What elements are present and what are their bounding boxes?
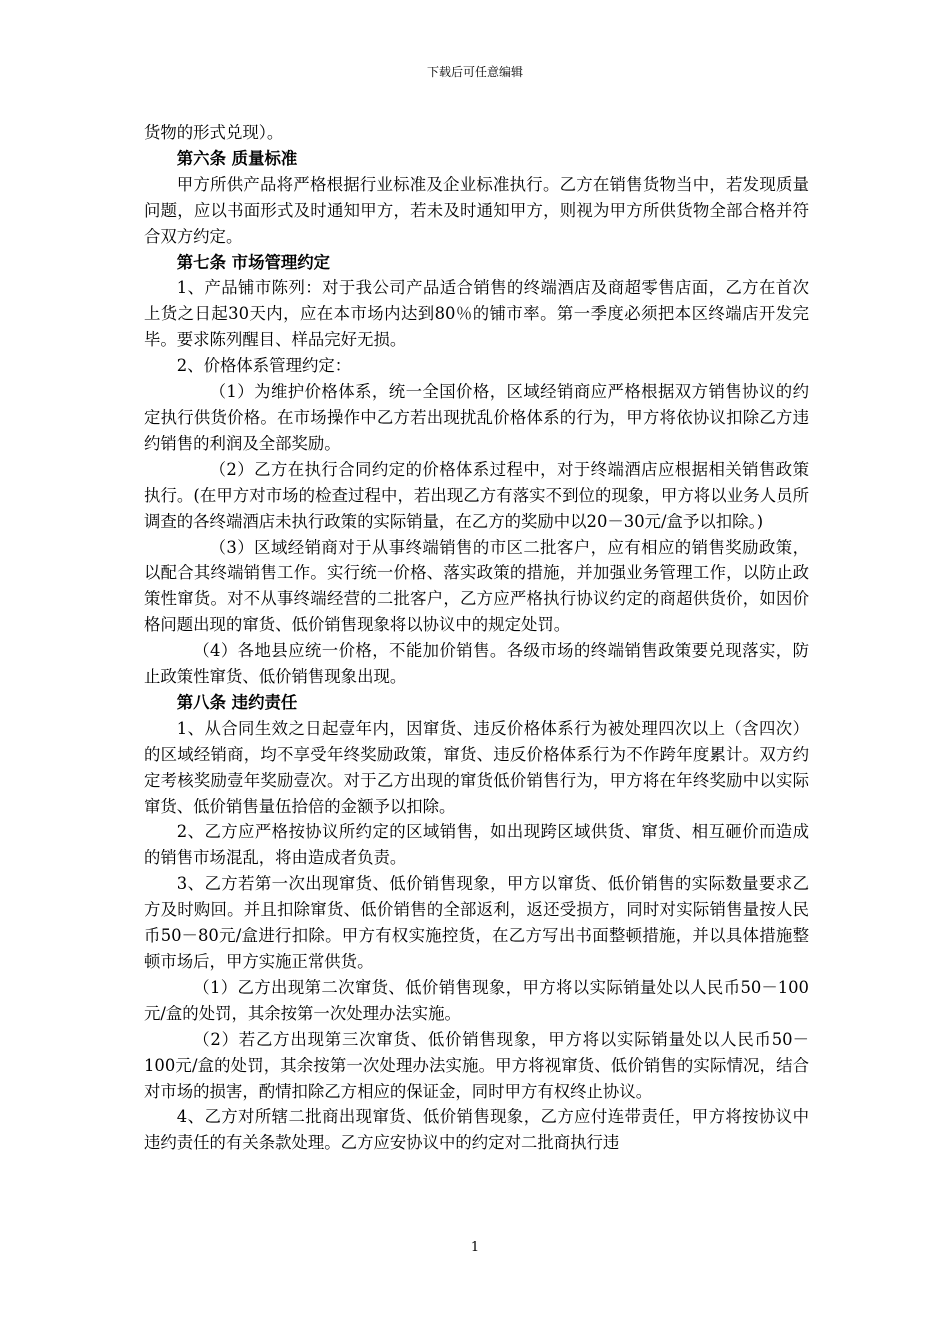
paragraph: （1）为维护价格体系，统一全国价格，区域经销商应严格根据双方销售协议的约定执行供货价格。在市场操作中乙方若出现扰乱价格体系的行为，甲方将依协议扣除乙方违约销售的利润及全部奖励。 — [144, 382, 809, 453]
paragraph: 甲方所供产品将严格根据行业标准及企业标准执行。乙方在销售货物当中，若发现质量问题，应以书面形式及时通知甲方，若未及时通知甲方，则视为甲方所供货物全部合格并符合双方约定。 — [144, 174, 809, 246]
section-heading: 第八条 违约责任 — [176, 692, 298, 712]
paragraph: （2）若乙方出现第三次窜货、低价销售现象，甲方将以实际销量处以人民币50－100元/盒的处罚，其余按第一次处理办法实施。甲方将视窜货、低价销售的实际情况，结合对市场的损害，酌情扣除乙方相应的保证金，同时甲方有权终止协议。 — [144, 1029, 809, 1101]
paragraph: （3）区域经销商对于从事终端销售的市区二批客户，应有相应的销售奖励政策，以配合其终端销售工作。实行统一价格、落实政策的措施，并加强业务管理工作，以防止政策性窜货。对不从事终端经营的二批客户，乙方应严格执行协议约定的商超供货价，如因价格问题出现的窜货、低价销售现象将以协议中的规定处罚。 — [144, 537, 809, 635]
page-number: 1 — [470, 1240, 480, 1255]
paragraph: （2）乙方在执行合同约定的价格体系过程中，对于终端酒店应根据相关销售政策执行。(在甲方对市场的检查过程中，若出现乙方有落实不到位的现象，甲方将以业务人员所调查的各终端酒店未执行政策的实际销量，在乙方的奖励中以20－30元/盒予以扣除。) — [144, 459, 809, 531]
paragraph: （1）乙方出现第二次窜货、低价销售现象，甲方将以实际销量处以人民币50－100元/盒的处罚，其余按第一次处理办法实施。 — [144, 977, 809, 1023]
section-heading: 第六条 质量标准 — [176, 148, 298, 168]
paragraph: 货物的形式兑现）。 — [144, 123, 284, 142]
paragraph: 4、乙方对所辖二批商出现窜货、低价销售现象，乙方应付连带责任，甲方将按协议中违约责任的有关条款处理。乙方应安协议中的约定对二批商执行违 — [144, 1107, 809, 1153]
page-header: 下载后可任意编辑 — [426, 65, 523, 79]
paragraph: 2、乙方应严格按协议所约定的区域销售，如出现跨区域供货、窜货、相互砸价而造成的销售市场混乱，将由造成者负责。 — [144, 822, 809, 868]
paragraph: 1、从合同生效之日起壹年内，因窜货、违反价格体系行为被处理四次以上（含四次）的区域经销商，均不享受年终奖励政策，窜货、违反价格体系行为不作跨年度累计。双方约定考核奖励壹年奖励壹次。对于乙方出现的窜货低价销售行为，甲方将在年终奖励中以实际窜货、低价销售量伍拾倍的金额予以扣除。 — [144, 718, 809, 816]
paragraph: 2、价格体系管理约定： — [176, 356, 352, 376]
document-body — [144, 120, 809, 1156]
paragraph: （4）各地县应统一价格，不能加价销售。各级市场的终端销售政策要兑现落实，防止政策性窜货、低价销售现象出现。 — [144, 641, 809, 687]
paragraph: 1、产品铺市陈列：对于我公司产品适合销售的终端酒店及商超零售店面，乙方在首次上货之日起30天内，应在本市场内达到80％的铺市率。第一季度必须把本区终端店开发完毕。要求陈列醒目、样品完好无损。 — [144, 278, 809, 350]
section-heading: 第七条 市场管理约定 — [176, 252, 331, 272]
paragraph: 3、乙方若第一次出现窜货、低价销售现象，甲方以窜货、低价销售的实际数量要求乙方及时购回。并且扣除窜货、低价销售的全部返利，返还受损方，同时对实际销售量按人民币50－80元/盒进行扣除。甲方有权实施控货，在乙方写出书面整顿措施，并以具体措施整顿市场后，甲方实施正常供货。 — [144, 874, 809, 971]
